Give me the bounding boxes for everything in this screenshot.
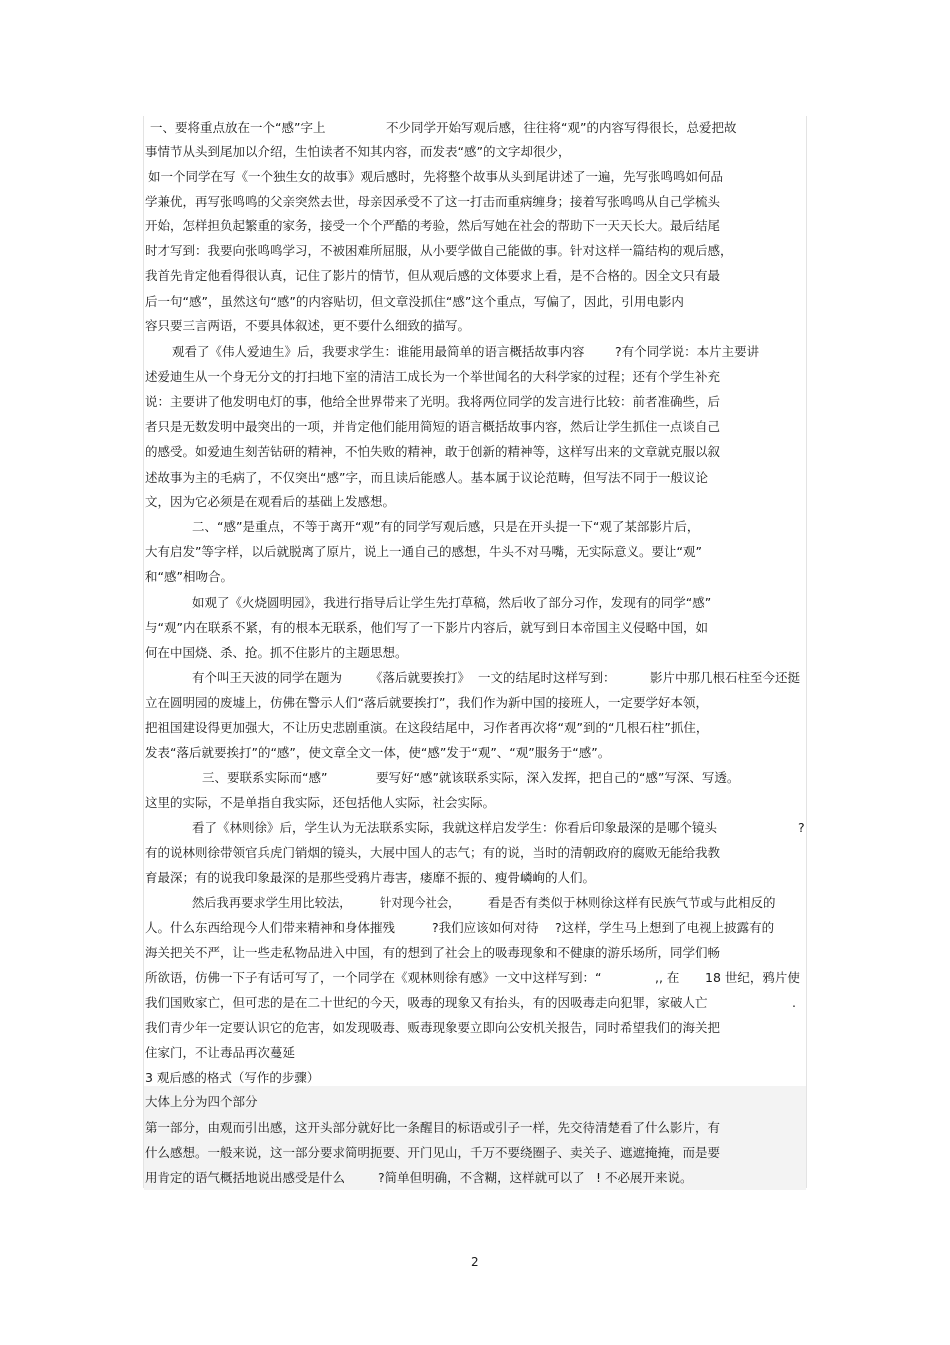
- text-line: 把祖国建设得更加强大，不让历史悲剧重演。在这段结尾中，习作者再次将“观”到的“几根石柱”抓住，: [145, 720, 709, 735]
- text-line: 有的说林则徐带领官兵虎门销烟的镜头，大展中国人的志气；有的说，当时的清朝政府的腐败无能给我教: [145, 845, 721, 860]
- text-line: 后一句“感”，虽然这句“感”的内容贴切，但文章没抓住“感”这个重点，写偏了，因此，引用电影内: [145, 294, 684, 309]
- page-number: 2: [471, 1255, 479, 1269]
- text-line: 发表“落后就要挨打”的“感”，使文章全文一体，使“感”发于“观”、“观”服务于“感”。: [145, 745, 611, 760]
- text-line: 不少同学开始写观后感，往往将“观”的内容写得很长，总爱把故: [386, 120, 737, 135]
- text-line: 我们国败家亡，但可悲的是在二十世纪的今天，吸毒的现象又有抬头，有的因吸毒走向犯罪，家破人亡: [145, 995, 708, 1010]
- text-line: 事情节从头到尾加以介绍，生怕读者不知其内容，而发表“感”的文字却很少，: [145, 144, 571, 159]
- text-line: 立在圆明园的废墟上，仿佛在警示人们“落后就要挨打”，我们作为新中国的接班人，一定要学好本领，: [145, 695, 708, 710]
- text-line: 的感受。如爱迪生刻苦钻研的精神，不怕失败的精神，敢于创新的精神等，这样写出来的文章就克服以叙: [145, 444, 721, 459]
- text-line: 和“感”相吻合。: [145, 569, 233, 584]
- text-line: 要写好“感”就该联系实际，深入发挥，把自己的“感”写深、写透。: [376, 770, 740, 785]
- text-line: 影片中那几根石柱至今还挺: [650, 670, 801, 685]
- text-line: 时才写到：我要向张鸣鸣学习，不被困难所屈服，从小要学做自己能做的事。针对这样一篇结构的观后感，: [145, 243, 733, 258]
- text-line: 大体上分为四个部分: [145, 1094, 258, 1109]
- text-line: 述故事为主的毛病了，不仅突出“感”字，而且读后能感人。基本属于议论范畴，但写法不同于一般议论: [145, 470, 708, 485]
- text-line: 我们青少年一定要认识它的危害，如发现吸毒、贩毒现象要立即向公安机关报告，同时希望我们的海关把: [145, 1020, 721, 1035]
- text-line: .: [792, 995, 796, 1010]
- text-line: ! 不必展开来说。: [596, 1170, 693, 1185]
- text-line: ?我们应该如何对待: [432, 920, 539, 935]
- text-line: 我首先肯定他看得很认真，记住了影片的情节，但从观后感的文体要求上看，是不合格的。因全文只有最: [145, 268, 721, 283]
- text-line: ,, 在: [655, 970, 680, 985]
- text-line: ?: [798, 820, 805, 835]
- text-line: 18 世纪，鸦片使: [705, 970, 800, 985]
- text-line: 如一个同学在写《一个独生女的故事》观后感时，先将整个故事从头到尾讲述了一遍，先写张鸣鸣如何品: [148, 169, 724, 184]
- text-line: 三、要联系实际而“感”: [202, 770, 328, 785]
- text-line: 用肯定的语气概括地说出感受是什么: [145, 1170, 346, 1185]
- text-line: 二、“感”是重点，不等于离开“观”有的同学写观后感，只是在开头提一下“观了某部影片后，: [192, 519, 700, 534]
- right-margin-rule: [806, 116, 807, 1188]
- text-line: 有个叫王天波的同学在题为: [192, 670, 343, 685]
- text-line: 何在中国烧、杀、抢。抓不住影片的主题思想。: [145, 645, 408, 660]
- text-line: 文，因为它必须是在观看后的基础上发感想。: [145, 494, 396, 509]
- text-line: ?这样，学生马上想到了电视上披露有的: [555, 920, 775, 935]
- text-line: 这里的实际，不是单指自我实际，还包括他人实际，社会实际。: [145, 795, 496, 810]
- text-line: 第一部分，由观而引出感，这开头部分就好比一条醒目的标语或引子一样，先交待清楚看了什么影片，有: [145, 1120, 721, 1135]
- text-line: 开始，怎样担负起繁重的家务，接受一个个严酷的考验，然后写她在社会的帮助下一天天长大。最后结尾: [145, 218, 721, 233]
- text-line: 人。什么东西给现今人们带来精神和身体摧残: [145, 920, 396, 935]
- text-line: 然后我再要求学生用比较法，: [192, 895, 352, 910]
- text-line: 一、要将重点放在一个“感”字上: [150, 120, 326, 135]
- text-line: 看是否有类似于林则徐这样有民族气节或与此相反的: [488, 895, 776, 910]
- text-line: 《落后就要挨打》: [370, 670, 471, 685]
- text-line: 所欲语，仿佛一下子有话可写了，一个同学在《观林则徐有感》一文中这样写到：“: [145, 970, 602, 985]
- text-line: 容只要三言两语，不要具体叙述，更不要什么细致的描写。: [145, 318, 471, 333]
- text-line: ?简单但明确，不含糊，这样就可以了: [378, 1170, 585, 1185]
- text-line: 什么感想。一般来说，这一部分要求简明扼要、开门见山，千万不要绕圈子、卖关子、遮遮掩掩，而是要: [145, 1145, 721, 1160]
- text-line: 学兼优，再写张鸣鸣的父亲突然去世，母亲因承受不了这一打击而重病缠身；接着写张鸣鸣从自己学梳头: [145, 194, 721, 209]
- text-line: 说：主要讲了他发明电灯的事，他给全世界带来了光明。我将两位同学的发言进行比较：前者准确些，后: [145, 394, 721, 409]
- text-line: 海关把关不严，让一些走私物品进入中国，有的想到了社会上的吸毒现象和不健康的游乐场所，同学们畅: [145, 945, 721, 960]
- text-line: 观看了《伟人爱迪生》后，我要求学生：谁能用最简单的语言概括故事内容: [172, 344, 585, 359]
- text-line: 述爱迪生从一个身无分文的打扫地下室的清洁工成长为一个举世闻名的大科学家的过程；还有个学生补充: [145, 369, 721, 384]
- text-line: 住家门，不让毒品再次蔓延: [145, 1045, 296, 1060]
- text-line: 育最深；有的说我印象最深的是那些受鸦片毒害，瘘靡不振的、瘦骨嶙峋的人们。: [145, 870, 596, 885]
- text-line: ?有个同学说：本片主要讲: [615, 344, 760, 359]
- text-line: 看了《林则徐》后，学生认为无法联系实际，我就这样启发学生：你看后印象最深的是哪个镜头: [192, 820, 718, 835]
- text-line: 一文的结尾时这样写到：: [478, 670, 616, 685]
- text-line: 与“观”内在联系不紧，有的根本无联系，他们写了一下影片内容后，就写到日本帝国主义侵略中国，如: [145, 620, 708, 635]
- left-margin-rule: [143, 116, 144, 1188]
- text-line: 3 观后感的格式（写作的步骤）: [145, 1070, 320, 1085]
- text-line: 针对现今社会，: [380, 895, 460, 910]
- text-line: 者只是无数发明中最突出的一项，并肯定他们能用简短的语言概括故事内容，然后让学生抓住一点谈自己: [145, 419, 721, 434]
- text-line: 如观了《火烧圆明园》，我进行指导后让学生先打草稿，然后收了部分习作，发现有的同学“感”: [192, 595, 712, 610]
- text-line: 大有启发”等字样，以后就脱离了原片，说上一通自己的感想，牛头不对马嘴，无实际意义。要让“观”: [145, 544, 702, 559]
